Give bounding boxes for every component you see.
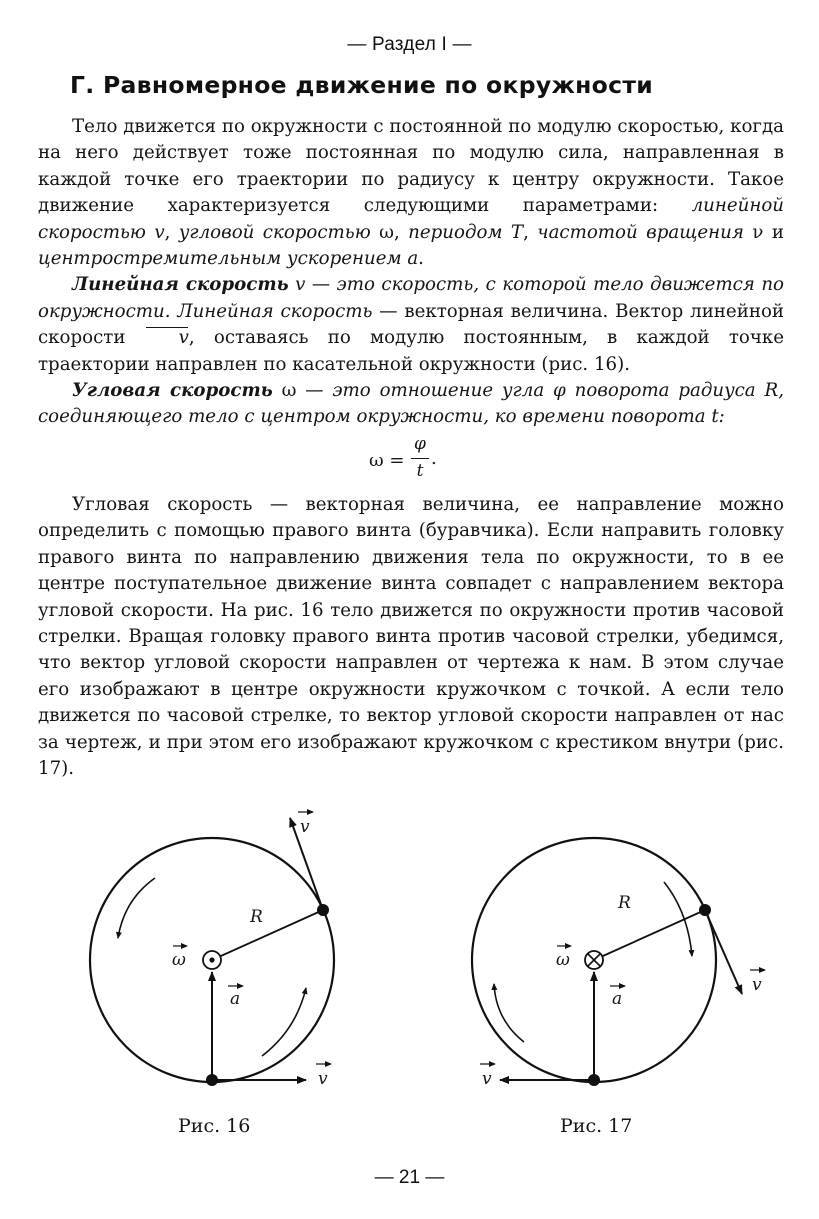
formula-denominator: t: [416, 461, 424, 481]
vector-v-inline: v: [145, 325, 189, 351]
text-block-top: [38, 114, 784, 431]
label-radius: R: [250, 907, 263, 927]
body-point-bottom: [206, 1074, 218, 1086]
section-title: Г. Равномерное движение по окружности: [70, 71, 654, 99]
page-number: — 21 —: [374, 1167, 445, 1188]
velocity-arrow-right: [705, 910, 742, 994]
paragraph-right-hand-rule: Угловая скорость — векторная величина, ее направление можно определить с помощью правого винта (буравчика). Если направить головку правого винта по направлению движения тела по окружности, то в ее центре поступательное движение винта совпадет с направлением вектора угловой скорости. На рис. 16 тело движется по окружности против часовой стрелки. Вращая головку правого винта против часовой стрелки, убедимся, что вектор угловой скорости направлен от чертежа к нам. В этом случае его изображают в центре окружности кружочком с точкой. А если тело движется по часовой стрелке, то вектор угловой скорости направлен от нас за чертеж, и при этом его изображают кружочком с крестиком внутри (рис. 17).: [38, 494, 784, 780]
label-v-bottom: v: [482, 1069, 492, 1089]
caption-fig-16: Рис. 16: [178, 1115, 251, 1137]
paragraph-intro: Тело движется по окружности с постоянной по модулю скоростью, когда на него действует тоже постоянная по модулю сила, направленная в каждой точке его траектории по радиусу к центру окружности. Такое движение характеризуется следующими параметрами: линейной скоростью v, угловой скоростью ω, периодом T, частотой вращения ν и центростремительным ускорением a.: [38, 116, 784, 270]
body-point-bottom: [588, 1074, 600, 1086]
label-v-right: v: [752, 975, 762, 995]
figure-17: [472, 838, 765, 1137]
formula-numerator: φ: [414, 434, 426, 454]
formula-omega: [369, 434, 459, 490]
label-accel: a: [612, 989, 623, 1009]
figures-area: [0, 780, 819, 1160]
label-v-top: v: [300, 817, 310, 837]
rotation-arrow-upper: [664, 882, 692, 956]
fraction-bar: [411, 458, 429, 459]
running-head: — Раздел I —: [347, 34, 472, 55]
figure-16: [90, 812, 334, 1137]
body-point-right: [317, 904, 329, 916]
label-omega: ω: [172, 950, 186, 970]
omega-dot: [209, 957, 214, 962]
rotation-arrow-lower: [494, 984, 524, 1042]
paragraph-angular-velocity-definition: Угловая скорость ω — это отношение угла φ поворота радиуса R, соединяющего тело с центром окружности, ко времени поворота t:: [38, 380, 784, 428]
label-accel: a: [230, 989, 241, 1009]
radius-line: [212, 910, 323, 960]
paragraph-linear-velocity: Линейная скорость v — это скорость, с которой тело движется по окружности. Линейная скорость — векторная величина. Вектор линейной скорости v, оставаясь по модулю постоянным, в каждой точке траектории направлен по касательной окружности (рис. 16).: [38, 274, 785, 375]
label-radius: R: [618, 893, 631, 913]
label-omega: ω: [556, 950, 570, 970]
body-point-right: [699, 904, 711, 916]
label-v-bottom: v: [318, 1069, 328, 1089]
text-block-bottom: [38, 492, 784, 782]
rotation-arrow-upper: [118, 878, 155, 938]
formula-lhs: ω =: [369, 450, 405, 471]
formula-end: .: [431, 448, 437, 469]
caption-fig-17: Рис. 17: [560, 1115, 633, 1137]
